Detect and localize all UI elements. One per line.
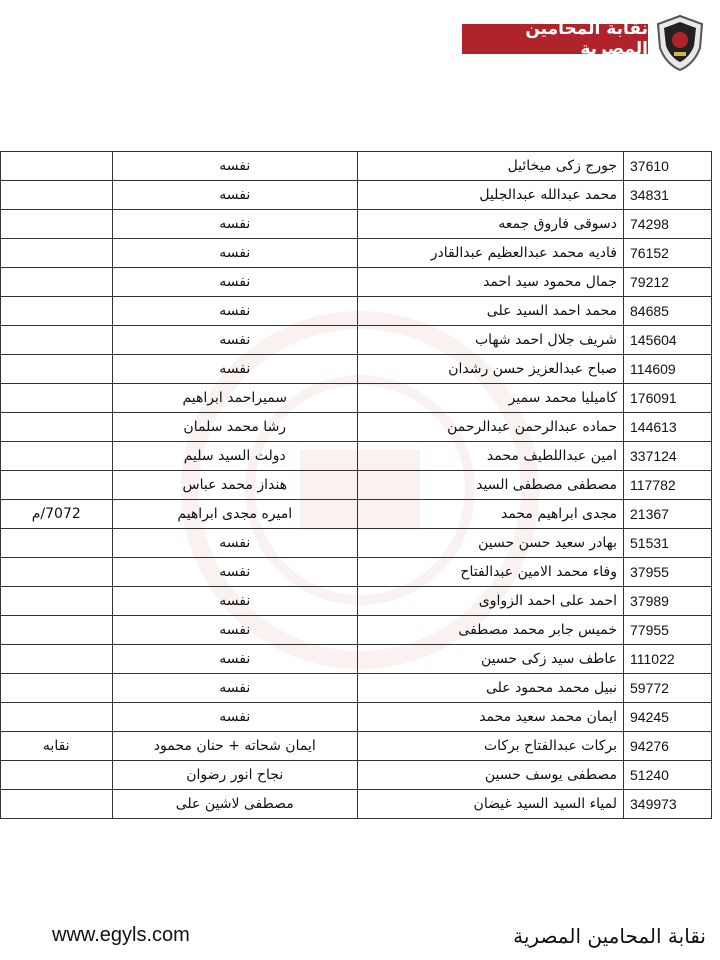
extra-cell	[1, 152, 113, 181]
beneficiary-cell: نفسه	[112, 587, 358, 616]
table-row	[1, 587, 712, 616]
beneficiary-cell: نفسه	[112, 529, 358, 558]
table-row	[1, 355, 712, 384]
member-name-cell: جمال محمود سيد احمد	[358, 268, 624, 297]
table-row	[1, 674, 712, 703]
table-row	[1, 326, 712, 355]
table-row	[1, 761, 712, 790]
table-row	[1, 384, 712, 413]
extra-cell	[1, 181, 113, 210]
member-name-cell: صباح عبدالعزيز حسن رشدان	[358, 355, 624, 384]
table-row	[1, 645, 712, 674]
footer-url[interactable]: www.egyls.com	[52, 924, 190, 946]
membership-number-cell: 176091	[624, 384, 712, 413]
extra-cell	[1, 790, 113, 819]
footer-organization-name: نقابة المحامين المصرية	[513, 924, 706, 948]
extra-cell: 7072/م	[1, 500, 113, 529]
beneficiary-cell: نفسه	[112, 268, 358, 297]
extra-cell	[1, 761, 113, 790]
member-name-cell: فاديه محمد عبدالعظيم عبدالقادر	[358, 239, 624, 268]
extra-cell	[1, 703, 113, 732]
membership-number-cell: 37989	[624, 587, 712, 616]
header-title: نقابة المحامين المصرية	[525, 19, 648, 59]
membership-number-cell: 94276	[624, 732, 712, 761]
membership-number-cell: 51240	[624, 761, 712, 790]
table-row	[1, 471, 712, 500]
beneficiary-cell: نفسه	[112, 297, 358, 326]
beneficiary-cell: نفسه	[112, 181, 358, 210]
membership-number-cell: 349973	[624, 790, 712, 819]
extra-cell	[1, 210, 113, 239]
extra-cell	[1, 413, 113, 442]
table-row	[1, 268, 712, 297]
beneficiary-cell: نفسه	[112, 616, 358, 645]
membership-number-cell: 111022	[624, 645, 712, 674]
member-name-cell: ايمان محمد سعيد محمد	[358, 703, 624, 732]
extra-cell	[1, 674, 113, 703]
extra-cell	[1, 384, 113, 413]
member-name-cell: امين عبداللطيف محمد	[358, 442, 624, 471]
beneficiary-cell: هنداز محمد عباس	[112, 471, 358, 500]
beneficiary-cell: نفسه	[112, 210, 358, 239]
member-name-cell: عاطف سيد زكى حسين	[358, 645, 624, 674]
table-row	[1, 500, 712, 529]
member-name-cell: بركات عبدالفتاح بركات	[358, 732, 624, 761]
membership-number-cell: 51531	[624, 529, 712, 558]
member-name-cell: شريف جلال احمد شهاب	[358, 326, 624, 355]
extra-cell	[1, 297, 113, 326]
membership-number-cell: 337124	[624, 442, 712, 471]
extra-cell	[1, 239, 113, 268]
beneficiary-cell: نفسه	[112, 326, 358, 355]
table-row	[1, 239, 712, 268]
member-name-cell: كاميليا محمد سمير	[358, 384, 624, 413]
table-row	[1, 210, 712, 239]
bar-association-emblem-icon	[654, 14, 706, 72]
table-row	[1, 181, 712, 210]
table-row	[1, 297, 712, 326]
extra-cell	[1, 442, 113, 471]
membership-number-cell: 74298	[624, 210, 712, 239]
beneficiary-cell: نفسه	[112, 239, 358, 268]
beneficiary-cell: رشا محمد سلمان	[112, 413, 358, 442]
table-row	[1, 442, 712, 471]
table-row	[1, 703, 712, 732]
member-name-cell: محمد عبدالله عبدالجليل	[358, 181, 624, 210]
header-title-banner	[462, 19, 648, 59]
membership-number-cell: 79212	[624, 268, 712, 297]
membership-number-cell: 84685	[624, 297, 712, 326]
extra-cell	[1, 529, 113, 558]
member-name-cell: محمد احمد السيد على	[358, 297, 624, 326]
extra-cell	[1, 471, 113, 500]
membership-number-cell: 144613	[624, 413, 712, 442]
beneficiary-cell: مصطفى لاشين على	[112, 790, 358, 819]
extra-cell	[1, 587, 113, 616]
membership-number-cell: 117782	[624, 471, 712, 500]
member-name-cell: بهادر سعيد حسن حسين	[358, 529, 624, 558]
extra-cell	[1, 268, 113, 297]
extra-cell: نقابه	[1, 732, 113, 761]
beneficiary-cell: نفسه	[112, 674, 358, 703]
beneficiary-cell: نفسه	[112, 152, 358, 181]
records-table	[0, 151, 712, 819]
table-row	[1, 529, 712, 558]
membership-number-cell: 77955	[624, 616, 712, 645]
membership-number-cell: 37610	[624, 152, 712, 181]
member-name-cell: وفاء محمد الامين عبدالفتاح	[358, 558, 624, 587]
membership-number-cell: 114609	[624, 355, 712, 384]
membership-number-cell: 34831	[624, 181, 712, 210]
beneficiary-cell: نفسه	[112, 355, 358, 384]
member-name-cell: جورج زكى ميخائيل	[358, 152, 624, 181]
table-row	[1, 558, 712, 587]
beneficiary-cell: نجاح انور رضوان	[112, 761, 358, 790]
membership-number-cell: 37955	[624, 558, 712, 587]
member-name-cell: نبيل محمد محمود على	[358, 674, 624, 703]
membership-number-cell: 21367	[624, 500, 712, 529]
table-row	[1, 616, 712, 645]
beneficiary-cell: اميره مجدى ابراهيم	[112, 500, 358, 529]
table-row	[1, 790, 712, 819]
table-row	[1, 732, 712, 761]
beneficiary-cell: دولت السيد سليم	[112, 442, 358, 471]
member-name-cell: مصطفى يوسف حسين	[358, 761, 624, 790]
extra-cell	[1, 616, 113, 645]
member-name-cell: حماده عبدالرحمن عبدالرحمن	[358, 413, 624, 442]
member-name-cell: لمياء السيد السيد غيضان	[358, 790, 624, 819]
member-name-cell: خميس جابر محمد مصطفى	[358, 616, 624, 645]
member-name-cell: دسوقى فاروق جمعه	[358, 210, 624, 239]
member-name-cell: مجدى ابراهيم محمد	[358, 500, 624, 529]
member-name-cell: مصطفى مصطفى السيد	[358, 471, 624, 500]
extra-cell	[1, 645, 113, 674]
table-row	[1, 152, 712, 181]
member-name-cell: احمد على احمد الزواوى	[358, 587, 624, 616]
membership-number-cell: 59772	[624, 674, 712, 703]
extra-cell	[1, 558, 113, 587]
beneficiary-cell: نفسه	[112, 558, 358, 587]
beneficiary-cell: نفسه	[112, 645, 358, 674]
extra-cell	[1, 326, 113, 355]
extra-cell	[1, 355, 113, 384]
beneficiary-cell: سميراحمد ابراهيم	[112, 384, 358, 413]
beneficiary-cell: ايمان شحاته + حنان محمود	[112, 732, 358, 761]
beneficiary-cell: نفسه	[112, 703, 358, 732]
membership-number-cell: 145604	[624, 326, 712, 355]
table-row	[1, 413, 712, 442]
membership-number-cell: 94245	[624, 703, 712, 732]
membership-number-cell: 76152	[624, 239, 712, 268]
